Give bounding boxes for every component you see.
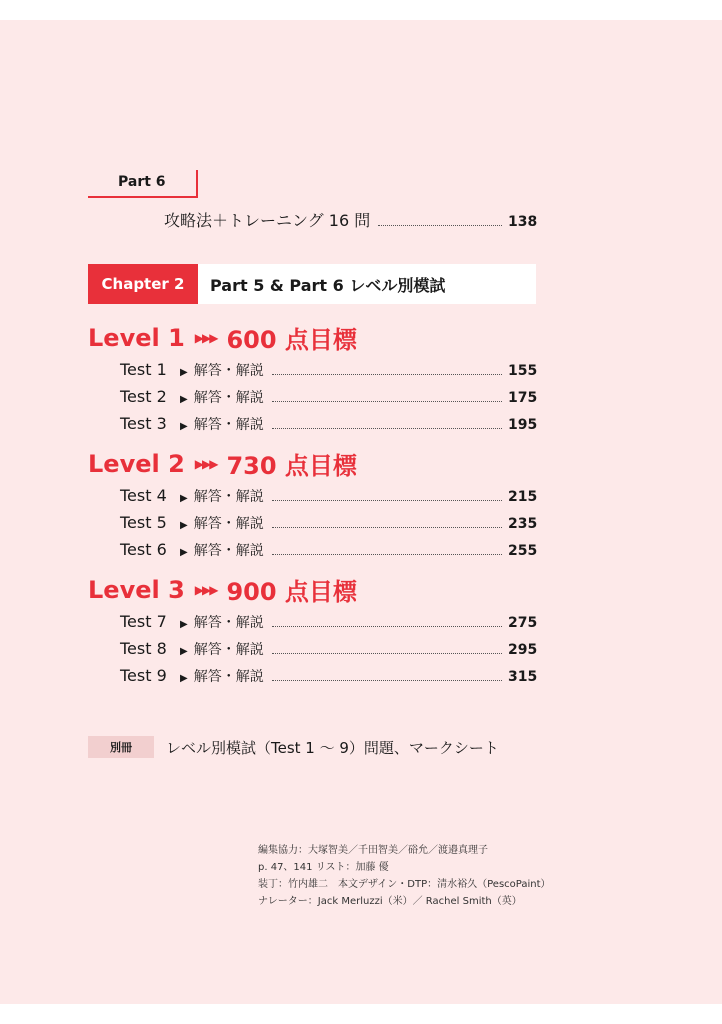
test-name: Test 4 [120, 486, 167, 505]
credit-line: 装丁：竹内雄二 本文デザイン・DTP：清水裕久（PescoPaint） [258, 879, 551, 890]
triangle-right-icon: ▶ [180, 673, 188, 684]
test-name: Test 5 [120, 513, 167, 532]
test-row[interactable] [120, 486, 536, 506]
toc-entry-label: 攻略法＋トレーニング 16 問 [164, 211, 371, 230]
dot-leader [272, 373, 502, 375]
test-row[interactable] [120, 513, 536, 533]
test-desc: 解答・解説 [193, 669, 264, 685]
test-row[interactable] [120, 612, 536, 632]
test-name: Test 9 [120, 666, 167, 685]
triangle-right-icon: ▶ [180, 520, 188, 531]
dot-leader [272, 400, 502, 402]
test-desc: 解答・解説 [193, 363, 264, 379]
test-page: 235 [508, 516, 538, 532]
level-goal: 730 点目標 [226, 452, 357, 480]
dot-leader [272, 427, 502, 429]
test-desc: 解答・解説 [193, 642, 264, 658]
level-3-heading [88, 572, 357, 607]
toc-entry-part6[interactable] [164, 208, 536, 231]
triangle-right-icon: ▶ [180, 421, 188, 432]
test-row[interactable] [120, 387, 536, 407]
test-desc: 解答・解説 [193, 390, 264, 406]
triple-arrow-icon: ▶▶▶ [194, 456, 217, 471]
test-name: Test 6 [120, 540, 167, 559]
credit-line: ナレーター：Jack Merluzzi（米）／ Rachel Smith（英） [258, 896, 522, 907]
test-name: Test 2 [120, 387, 167, 406]
part6-tab-label: Part 6 [118, 174, 166, 190]
test-page: 255 [508, 543, 538, 559]
level-2-heading [88, 446, 357, 481]
test-row[interactable] [120, 414, 536, 434]
triple-arrow-icon: ▶▶▶ [194, 582, 217, 597]
triangle-right-icon: ▶ [180, 619, 188, 630]
level-goal: 600 点目標 [226, 326, 357, 354]
triangle-right-icon: ▶ [180, 646, 188, 657]
toc-entry-page: 138 [508, 214, 538, 230]
test-row[interactable] [120, 639, 536, 659]
dot-leader [272, 499, 502, 501]
level-goal: 900 点目標 [226, 578, 357, 606]
test-page: 215 [508, 489, 538, 505]
triangle-right-icon: ▶ [180, 367, 188, 378]
dot-leader [272, 652, 502, 654]
level-name: Level 1 [88, 323, 185, 352]
test-desc: 解答・解説 [193, 489, 264, 505]
test-page: 295 [508, 642, 538, 658]
chapter-title: Part 5 & Part 6 レベル別模試 [210, 275, 446, 295]
credits [258, 842, 551, 910]
test-page: 155 [508, 363, 538, 379]
level-name: Level 3 [88, 575, 185, 604]
dot-leader [272, 526, 502, 528]
chapter-bar [88, 264, 536, 304]
test-row[interactable] [120, 666, 536, 686]
bessatsu-entry[interactable] [88, 736, 499, 758]
triangle-right-icon: ▶ [180, 493, 188, 504]
dot-leader [272, 679, 502, 681]
dot-leader [272, 553, 502, 555]
test-desc: 解答・解説 [193, 516, 264, 532]
triple-arrow-icon: ▶▶▶ [194, 330, 217, 345]
test-page: 275 [508, 615, 538, 631]
test-name: Test 7 [120, 612, 167, 631]
part6-tab [88, 170, 198, 198]
bessatsu-tag: 別冊 [88, 736, 154, 758]
chapter-tag: Chapter 2 [88, 264, 198, 304]
credit-line: 編集協力：大塚智美／千田智美／硲允／渡邉真理子 [258, 845, 488, 856]
test-desc: 解答・解説 [193, 615, 264, 631]
test-name: Test 1 [120, 360, 167, 379]
dot-leader [378, 224, 502, 226]
test-row[interactable] [120, 540, 536, 560]
test-desc: 解答・解説 [193, 543, 264, 559]
triangle-right-icon: ▶ [180, 547, 188, 558]
dot-leader [272, 625, 502, 627]
test-page: 175 [508, 390, 538, 406]
bessatsu-text: レベル別模試（Test 1 ～ 9）問題、マークシート [166, 738, 499, 757]
page [0, 20, 722, 1004]
level-1-heading [88, 320, 357, 355]
credit-line: p. 47、141 リスト：加藤 優 [258, 862, 389, 873]
triangle-right-icon: ▶ [180, 394, 188, 405]
test-page: 315 [508, 669, 538, 685]
test-name: Test 8 [120, 639, 167, 658]
test-name: Test 3 [120, 414, 167, 433]
test-page: 195 [508, 417, 538, 433]
test-desc: 解答・解説 [193, 417, 264, 433]
level-name: Level 2 [88, 449, 185, 478]
test-row[interactable] [120, 360, 536, 380]
